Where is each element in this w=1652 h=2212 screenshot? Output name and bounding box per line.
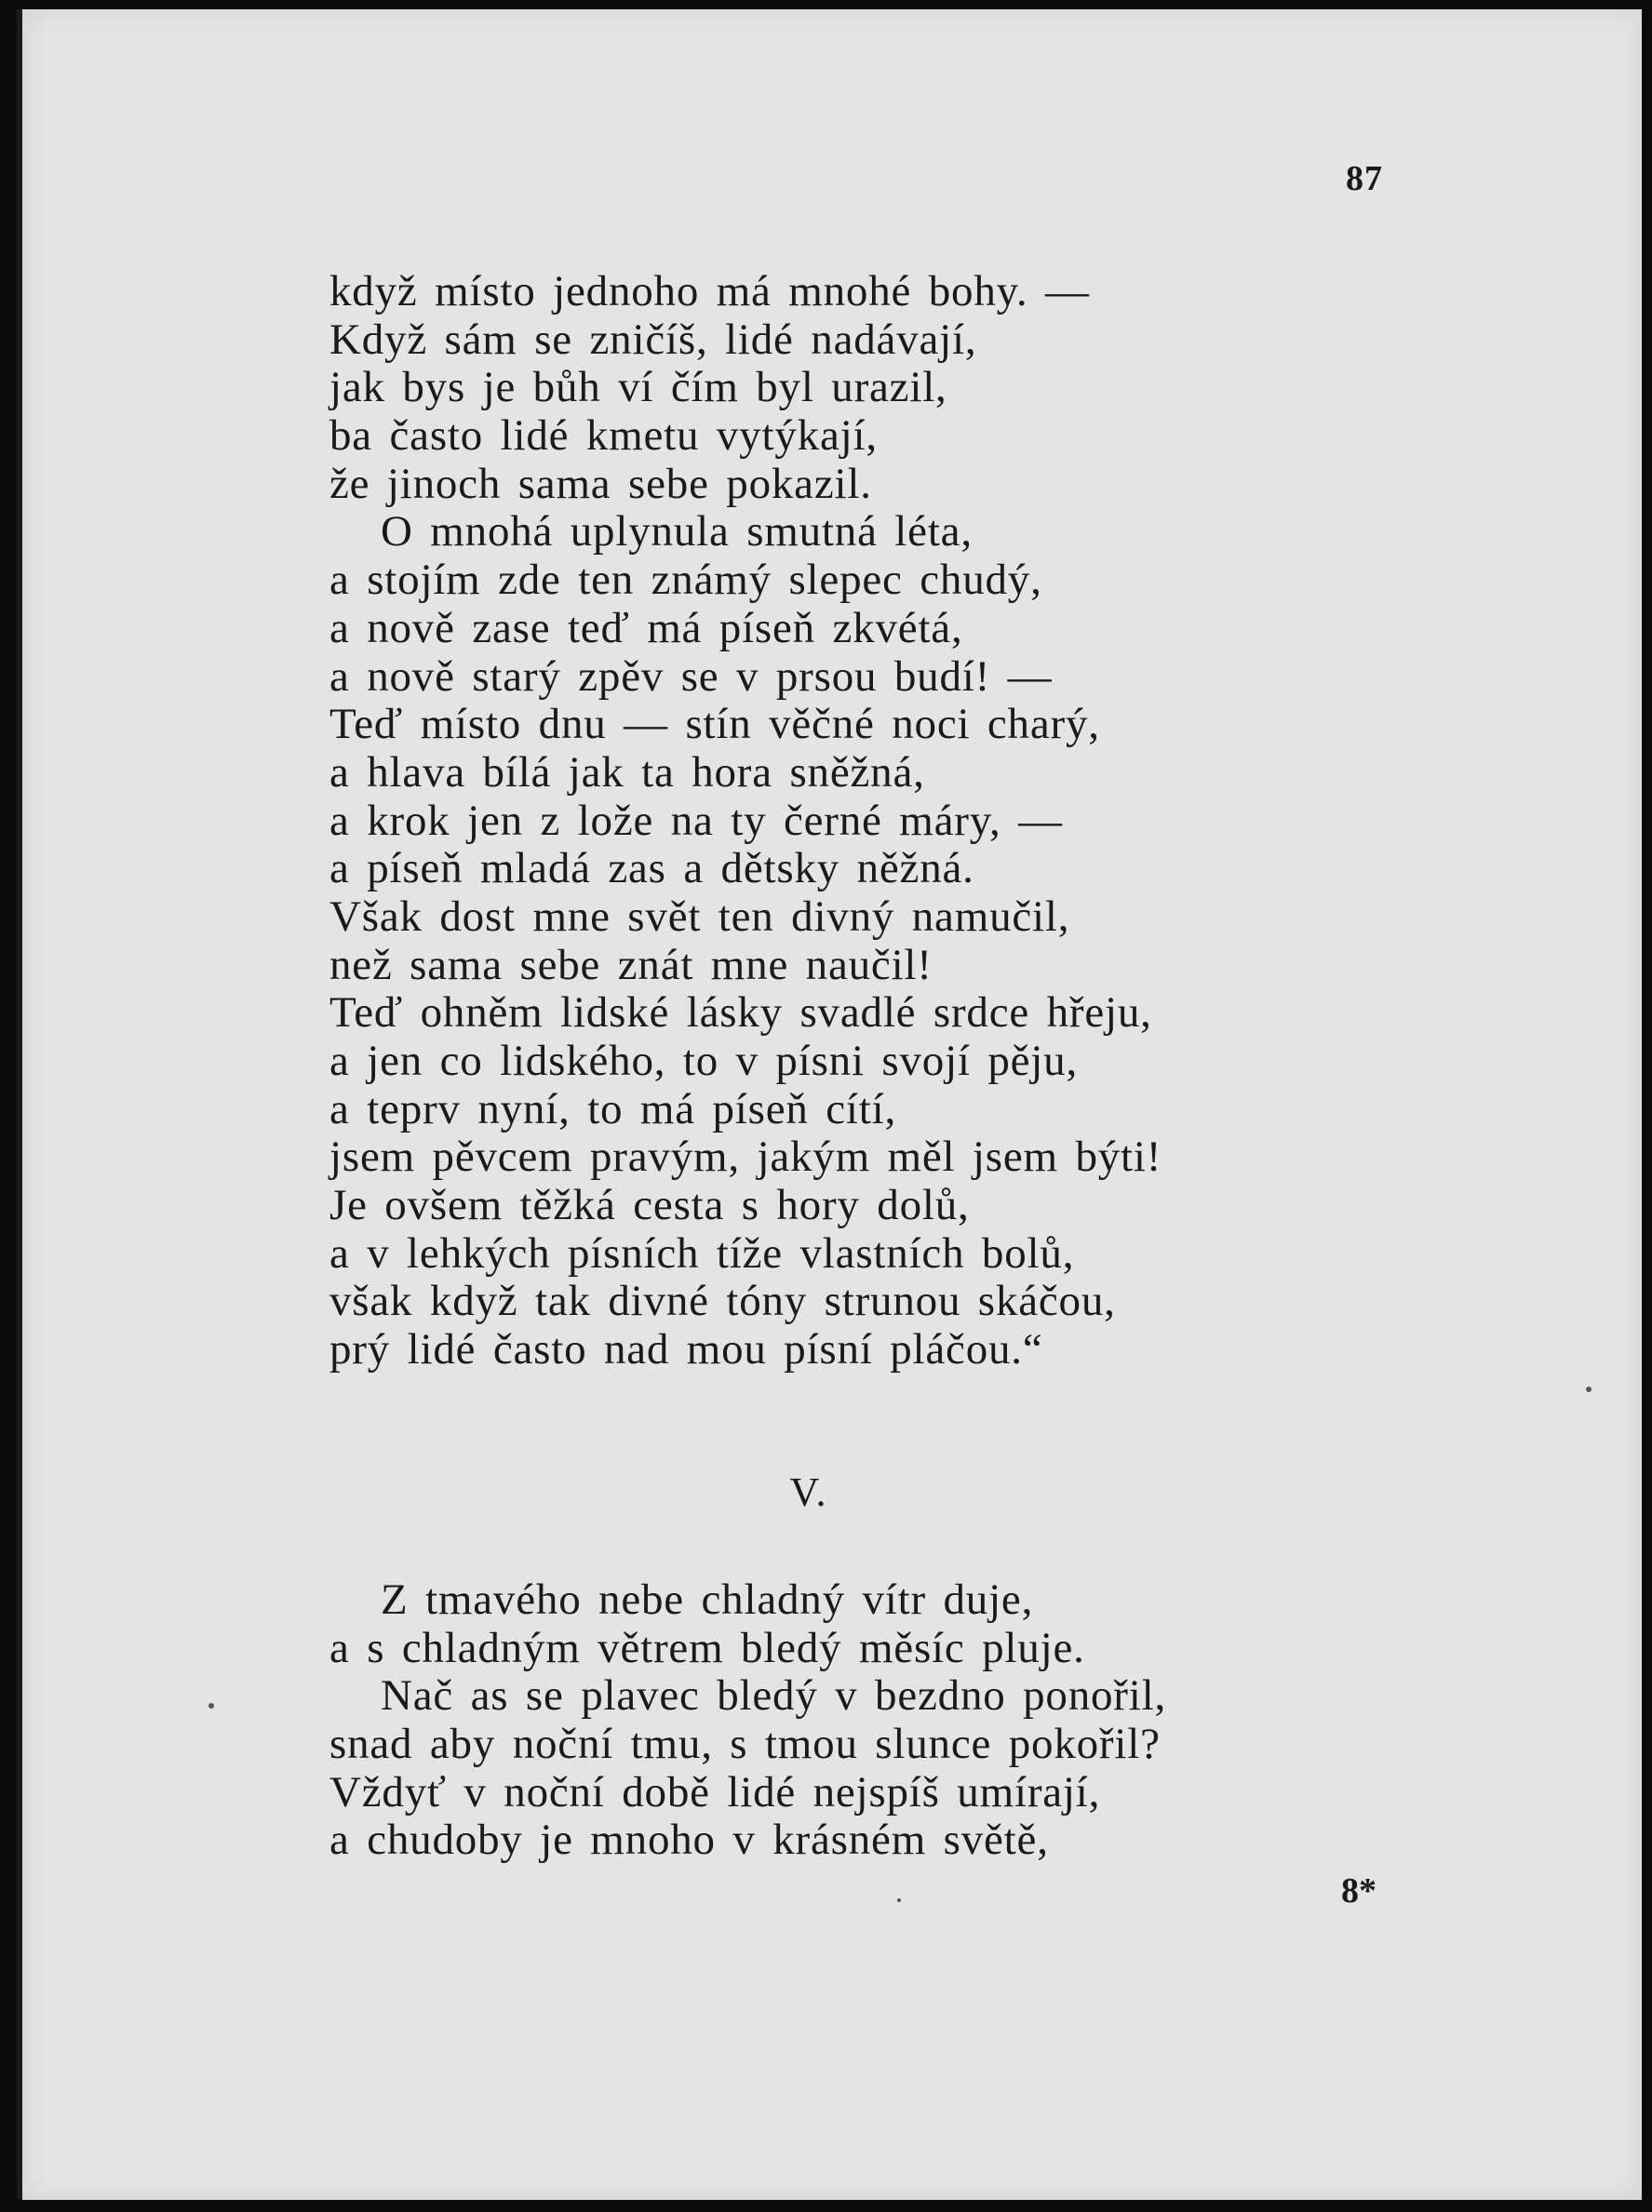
- poem-stanza-1: [329, 268, 1162, 1374]
- poem-line: však když tak divné tóny strunou skáčou,: [329, 1277, 1116, 1326]
- poem-line: a s chladným větrem bledý měsíc pluje.: [329, 1623, 1085, 1672]
- poem-line: Když sám se zničíš, lidé nadávají,: [329, 315, 977, 364]
- poem-line: že jinoch sama sebe pokazil.: [329, 459, 872, 508]
- poem-line: O mnohá uplynula smutná léta,: [381, 507, 973, 556]
- poem-line: a jen co lidského, to v písni svojí pěju,: [329, 1037, 1078, 1085]
- poem-line: a píseň mladá zas a dětsky něžná.: [329, 844, 974, 893]
- poem-line: a chudoby je mnoho v krásném světě,: [329, 1816, 1049, 1865]
- poem-stanza-2: [329, 1576, 1166, 1865]
- paper-speck: [208, 1703, 214, 1709]
- page-number: 87: [1346, 159, 1383, 198]
- poem-line: ba často lidé kmetu vytýkají,: [329, 411, 878, 461]
- poem-line: Je ovšem těžká cesta s hory dolů,: [329, 1181, 970, 1230]
- poem-line: jsem pěvcem pravým, jakým měl jsem býti!: [329, 1133, 1162, 1182]
- poem-line: prý lidé často nad mou písní pláčou.“: [329, 1325, 1043, 1374]
- poem-line: Teď místo dnu — stín věčné noci charý,: [329, 700, 1100, 749]
- book-page: [17, 9, 1642, 2200]
- poem-line: snad aby noční tmu, s tmou slunce pokořil?: [329, 1720, 1161, 1769]
- poem-line: a teprv nyní, to má píseň cítí,: [329, 1084, 897, 1133]
- poem-line: Z tmavého nebe chladný vítr duje,: [381, 1575, 1034, 1624]
- poem-line: a stojím zde ten známý slepec chudý,: [329, 556, 1042, 605]
- poem-line: Však dost mne svět ten divný namučil,: [329, 892, 1070, 941]
- paper-speck: [897, 1898, 901, 1902]
- poem-line: jak bys je bůh ví čím byl urazil,: [329, 363, 947, 412]
- poem-line: Nač as se plavec bledý v bezdno ponořil,: [381, 1671, 1167, 1721]
- printer-signature-mark: 8*: [1341, 1871, 1377, 1910]
- poem-line: Vždyť v noční době lidé nejspíš umírají,: [329, 1767, 1101, 1817]
- poem-line: Teď ohněm lidské lásky svadlé srdce hřeju,: [329, 988, 1152, 1038]
- poem-line: a hlava bílá jak ta hora sněžná,: [329, 747, 925, 797]
- poem-line: a nově zase teď má píseň zkvétá,: [329, 603, 963, 652]
- poem-line: a krok jen z lože na ty černé máry, —: [329, 796, 1063, 845]
- paper-speck: [1586, 1387, 1592, 1392]
- poem-line: když místo jednoho má mnohé bohy. —: [329, 267, 1090, 315]
- poem-line: než sama sebe znát mne naučil!: [329, 940, 933, 989]
- section-heading: V.: [789, 1469, 828, 1515]
- poem-line: a nově starý zpěv se v prsou budí! —: [329, 651, 1053, 701]
- poem-line: a v lehkých písních tíže vlastních bolů,: [329, 1228, 1075, 1278]
